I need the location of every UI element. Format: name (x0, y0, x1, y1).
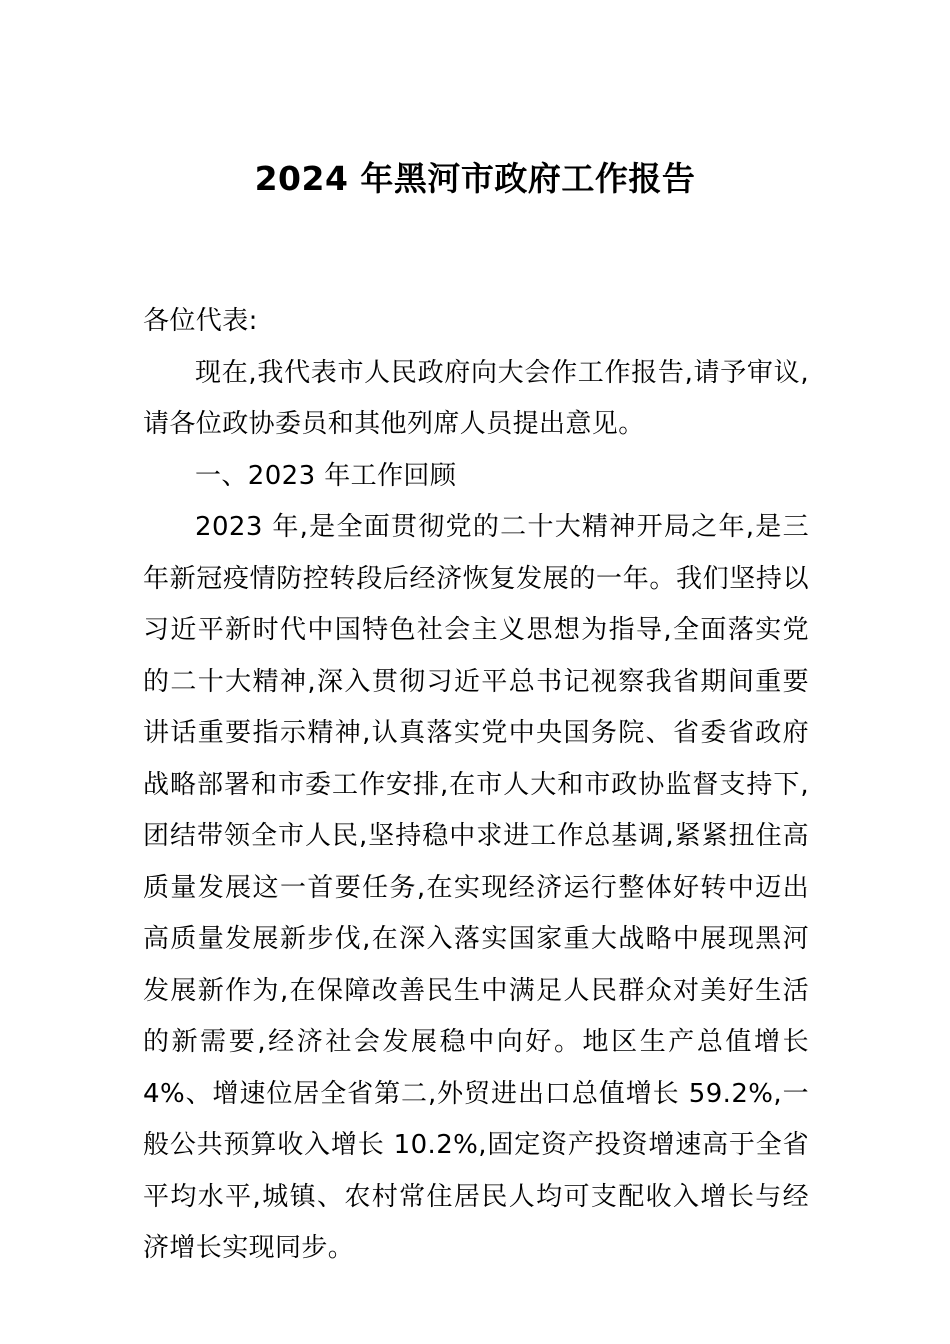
document-title: 2024 年黑河市政府工作报告 (254, 159, 696, 198)
section-heading: 一、2023 年工作回顾 (195, 460, 457, 491)
salutation: 各位代表: (143, 306, 258, 336)
intro-paragraph: 现在,我代表市人民政府向大会作工作报告,请予审议,请各位政协委员和其他列席人员提出意见。 (143, 357, 809, 439)
review-paragraph: 2023 年,是全面贯彻党的二十大精神开局之年,是三年新冠疫情防控转段后经济恢复发展的一年。我们坚持以习近平新时代中国特色社会主义思想为指导,全面落实党的二十大精神,深入贯彻习近平总书记视察我省期间重要讲话重要指示精神,认真落实党中央国务院、省委省政府战略部署和市委工作安排,在市人大和市政协监督支持下,团结带领全市人民,坚持稳中求进工作总基调,紧紧扭住高质量发展这一首要任务,在实现经济运行整体好转中迈出高质量发展新步伐,在深入落实国家重大战略中展现黑河发展新作为,在保障改善民生中满足人民群众对美好生活的新需要,经济社会发展稳中向好。地区生产总值增长 4%、增速位居全省第二,外贸进出口总值增长 59.2%,一般公共预算收入增长 10.2%,固定资产投资增速高于全省平均水平,城镇、农村常住居民人均可支配收入增长与经济增长实现同步。 (143, 512, 809, 1263)
document-body (143, 296, 809, 1275)
